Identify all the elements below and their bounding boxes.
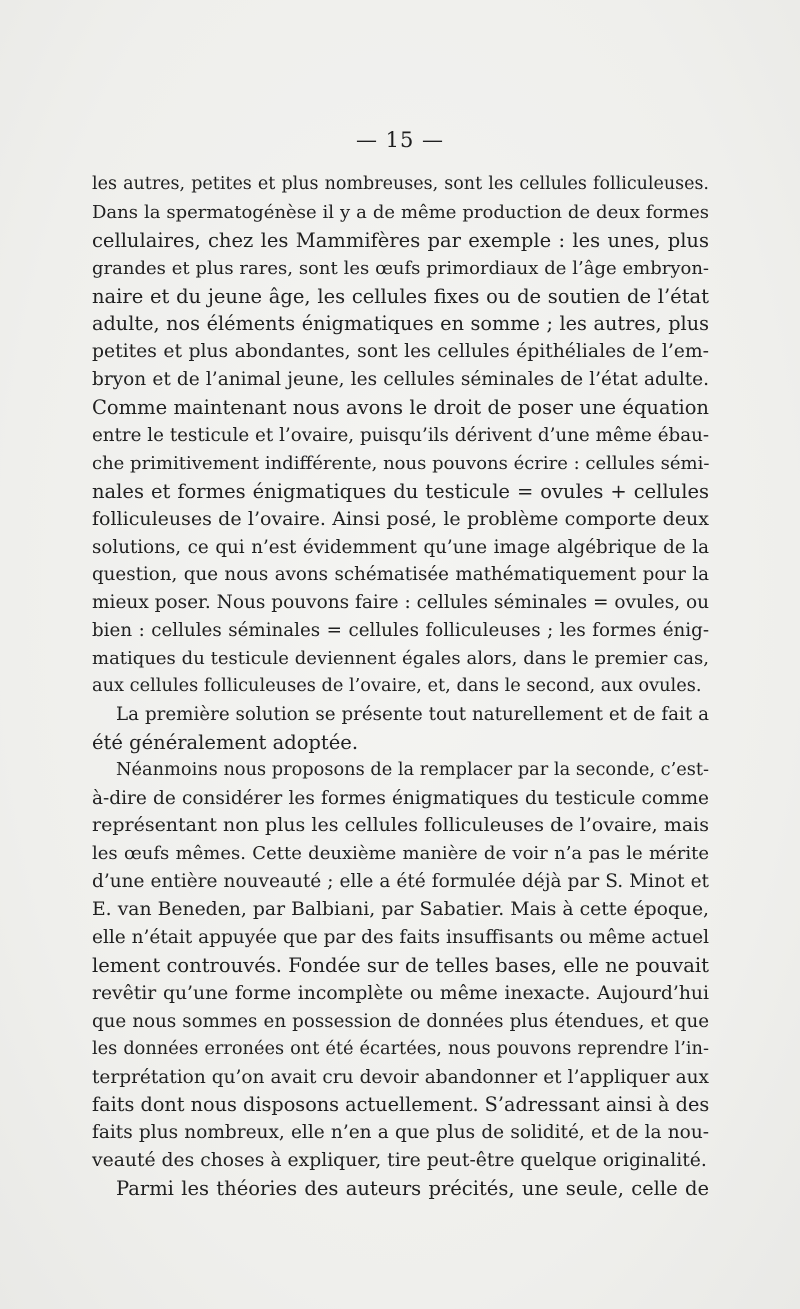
- text-line: bien : cellules séminales = cellules folliculeuses ; les formes énig-: [92, 620, 709, 642]
- text-line: les œufs mêmes. Cette deuxième manière de voir n’a pas le mérite: [92, 843, 709, 865]
- text-line: Dans la spermatogénèse il y a de même production de deux formes: [92, 201, 709, 223]
- text-line: été généralement adoptée.: [92, 730, 359, 754]
- text-line: adulte, nos éléments énigmatiques en somme ; les autres, plus: [92, 312, 709, 336]
- text-line: nales et formes énigmatiques du testicule = ovules + cellules: [92, 479, 709, 503]
- page-number: — 15 —: [355, 128, 445, 152]
- text-line: les autres, petites et plus nombreuses, sont les cellules folliculeuses.: [92, 174, 709, 194]
- text-line: faits dont nous disposons actuellement. S’adressant ainsi à des: [92, 1093, 710, 1117]
- text-line: mieux poser. Nous pouvons faire : cellules séminales = ovules, ou: [92, 592, 710, 614]
- text-line: naire et du jeune âge, les cellules fixes ou de soutien de l’état: [92, 284, 709, 308]
- text-line: représentant non plus les cellules folliculeuses de l’ovaire, mais: [92, 814, 709, 837]
- text-line: les données erronées ont été écartées, nous pouvons reprendre l’in-: [92, 1038, 709, 1059]
- text-line: revêtir qu’une forme incomplète ou même inexacte. Aujourd’hui: [92, 982, 709, 1004]
- text-line: terprétation qu’on avait cru devoir abandonner et l’appliquer aux: [92, 1066, 709, 1088]
- text-line: cellulaires, chez les Mammifères par exemple : les unes, plus: [92, 228, 709, 252]
- text-line: Néanmoins nous proposons de la remplacer par la seconde, c’est-: [116, 759, 709, 780]
- text-line: question, que nous avons schématisée mathématiquement pour la: [92, 564, 709, 586]
- text-line: bryon et de l’animal jeune, les cellules séminales de l’état adulte.: [92, 369, 709, 391]
- text-line: que nous sommes en possession de données plus étendues, et que: [92, 1010, 709, 1032]
- text-line: E. van Beneden, par Balbiani, par Sabatier. Mais à cette époque,: [92, 899, 709, 921]
- text-line: folliculeuses de l’ovaire. Ainsi posé, le problème comporte deux: [92, 507, 709, 530]
- text-line: La première solution se présente tout naturellement et de fait a: [116, 703, 709, 725]
- text-line: petites et plus abondantes, sont les cellules épithéliales de l’em-: [92, 341, 709, 363]
- body-text: [92, 171, 709, 1203]
- text-line: elle n’était appuyée que par des faits insuffisants ou même actuel: [92, 927, 709, 949]
- text-line: matiques du testicule deviennent égales alors, dans le premier cas,: [92, 648, 709, 670]
- text-line: solutions, ce qui n’est évidemment qu’une image algébrique de la: [92, 536, 709, 558]
- text-line: entre le testicule et l’ovaire, puisqu’ils dérivent d’une même ébau-: [92, 425, 709, 447]
- text-line: grandes et plus rares, sont les œufs primordiaux de l’âge embryon-: [92, 257, 709, 279]
- text-line: faits plus nombreux, elle n’en a que plus de solidité, et de la nou-: [92, 1122, 709, 1144]
- text-line: à-dire de considérer les formes énigmatiques du testicule comme: [92, 787, 709, 809]
- text-line: lement controuvés. Fondée sur de telles bases, elle ne pouvait: [92, 953, 709, 977]
- text-line: veauté des choses à expliquer, tire peut-être quelque originalité.: [92, 1150, 707, 1172]
- text-line: aux cellules folliculeuses de l’ovaire, et, dans le second, aux ovules.: [92, 676, 702, 697]
- text-line: Parmi les théories des auteurs précités, une seule, celle de: [116, 1177, 709, 1201]
- text-line: che primitivement indifférente, nous pouvons écrire : cellules sémi-: [92, 452, 710, 474]
- text-line: d’une entière nouveauté ; elle a été formulée déjà par S. Minot et: [92, 871, 709, 893]
- text-line: Comme maintenant nous avons le droit de poser une équation: [92, 396, 709, 420]
